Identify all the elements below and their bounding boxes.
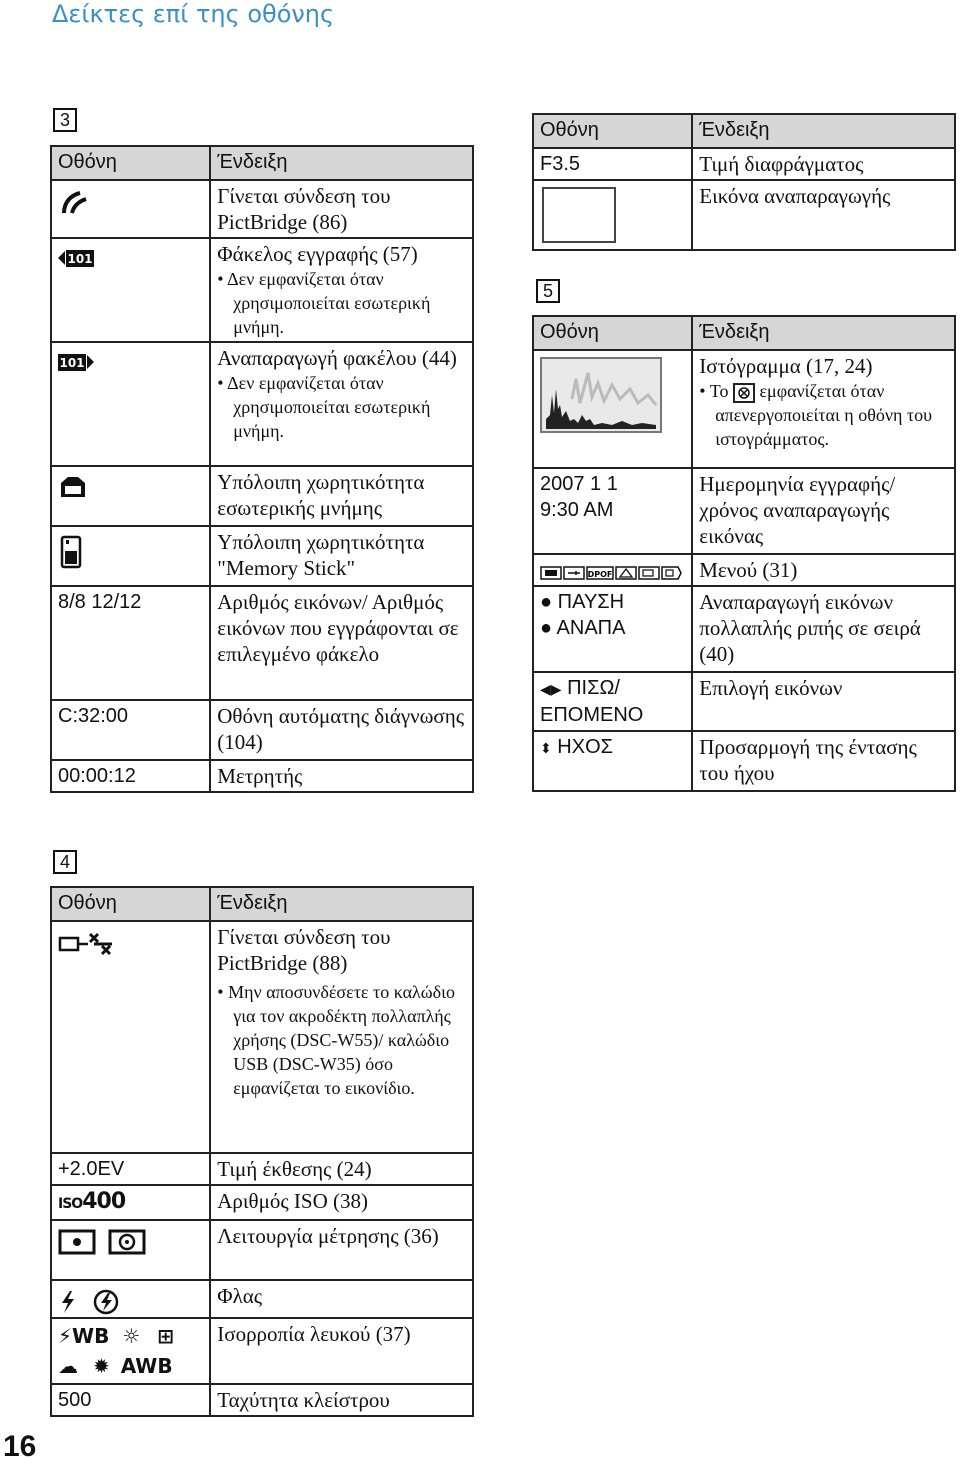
image-count-value: 8/8 12/12 [51, 586, 210, 700]
iso-400-icon: ISO400 [58, 1189, 126, 1214]
record-folder-icon [58, 248, 94, 268]
col-indication-header: Ένδειξη [692, 316, 955, 350]
control-button-icon: ● [540, 591, 553, 613]
table-row [51, 238, 473, 342]
col-indication-header: Ένδειξη [210, 887, 473, 921]
table-row [51, 700, 473, 760]
histogram-graphic [540, 357, 662, 433]
histogram-note: • Το εμφανίζεται όταν απενεργοποιείται η οθόνη του ιστογράμματος. [699, 381, 933, 449]
flash-icons [58, 1289, 128, 1315]
table-row [51, 1280, 473, 1318]
counter-indication: Μετρητής [210, 760, 473, 792]
select-images-indication: Επιλογή εικόνων [692, 672, 955, 731]
section-5-marker: 5 [536, 279, 560, 303]
play-label: ● ΑΝΑΠΑ [540, 617, 626, 639]
table-row [51, 526, 473, 586]
exposure-indication: Τιμή έκθεσης (24) [210, 1153, 473, 1185]
fluorescent-icon: ⊞ [157, 1324, 174, 1348]
memory-stick-icon [58, 535, 84, 569]
table-row [533, 731, 955, 791]
memory-stick-indication: Υπόλοιπη χωρητικότητα "Memory Stick" [210, 526, 473, 586]
iso-indication: Αριθμός ISO (38) [210, 1185, 473, 1220]
table-row [51, 1220, 473, 1280]
white-balance-indication: Ισορροπία λευκού (37) [210, 1318, 473, 1384]
date-line-2: 9:30 AM [540, 499, 614, 521]
table-row [51, 180, 473, 238]
table-header-row [533, 114, 955, 148]
aperture-indication: Τιμή διαφράγματος [692, 148, 955, 180]
table-row [51, 1318, 473, 1384]
counter-value: 00:00:12 [51, 760, 210, 792]
table-row [51, 1153, 473, 1185]
svg-text:101: 101 [67, 251, 93, 266]
col-screen-header: Οθόνη [51, 887, 210, 921]
shutter-speed-indication: Ταχύτητα κλείστρου [210, 1384, 473, 1416]
aperture-value: F3.5 [533, 148, 692, 180]
metering-mode-indication: Λειτουργία μέτρησης (36) [210, 1220, 473, 1280]
back-label: ◀▶ ΠΙΣΩ/ [540, 677, 620, 699]
table-row [51, 586, 473, 700]
self-diagnosis-value: C:32:00 [51, 700, 210, 760]
record-folder-text: Φάκελος εγγραφής (57) [217, 242, 418, 266]
col-screen-header: Οθόνη [51, 146, 210, 180]
pictbridge-indication: Γίνεται σύνδεση του PictBridge (86) [210, 180, 473, 238]
table-row [51, 921, 473, 1153]
metering-mode-icons [58, 1229, 148, 1255]
section-4-table [50, 886, 474, 1417]
next-label: ΕΠΟΜΕΝΟ [540, 704, 644, 726]
menu-icons [540, 565, 682, 581]
playback-folder-icon [58, 352, 94, 372]
table-row [533, 586, 955, 672]
record-folder-note: • Δεν εμφανίζεται όταν χρησιμοποιείται εσωτερική μνήμη. [217, 269, 431, 337]
volume-label: ⬍ ΗΧΟΣ [540, 736, 613, 758]
table-header-row [51, 146, 473, 180]
burst-playback-indication: Αναπαραγωγή εικόνων πολλαπλής ριπής σε σειρά (40) [692, 586, 955, 672]
pause-label: ● ΠΑΥΣΗ [540, 591, 625, 613]
playback-image-frame [542, 187, 616, 243]
histogram-off-icon [733, 383, 755, 403]
playback-image-indication: Εικόνα αναπαραγωγής [692, 180, 955, 250]
table-row [51, 1384, 473, 1416]
do-not-disconnect-note: • Μην αποσυνδέσετε το καλώδιο για τον ακροδέκτη πολλαπλής χρήσης (DSC-W55)/ καλώδιο USB (DSC-W35) όσο εμφανίζεται το εικονίδιο. [217, 982, 455, 1098]
image-count-indication: Αριθμός εικόνων/ Αριθμός εικόνων που εγγράφονται σε επιλεγμένο φάκελο [210, 586, 473, 700]
table-row [533, 672, 955, 731]
pictbridge-do-not-disconnect-icon [58, 930, 114, 956]
flash-indication: Φλας [210, 1280, 473, 1318]
volume-indication: Προσαρμογή της έντασης του ήχου [692, 731, 955, 791]
table-row [533, 468, 955, 554]
page-number: 16 [3, 1430, 37, 1463]
pictbridge-connecting-text: Γίνεται σύνδεση του PictBridge (88) [217, 925, 391, 975]
table-row [533, 180, 955, 250]
exposure-value: +2.0EV [51, 1153, 210, 1185]
svg-text:DPOF: DPOF [587, 569, 613, 579]
daylight-icon: ✹ [92, 1354, 110, 1378]
table-row [533, 350, 955, 468]
white-balance-icons [58, 1321, 203, 1381]
table-row [51, 1185, 473, 1220]
section-4-marker: 4 [53, 850, 77, 874]
control-button-icon: ● [540, 617, 553, 639]
pictbridge-connecting-icon [58, 189, 88, 217]
page-header-title: Δείκτες επί της οθόνης [52, 0, 335, 28]
col-indication-header: Ένδειξη [692, 114, 955, 148]
auto-wb-icon: AWB [120, 1354, 173, 1378]
col-screen-header: Οθόνη [533, 114, 692, 148]
playback-folder-note: • Δεν εμφανίζεται όταν χρησιμοποιείται εσωτερική μνήμη. [217, 373, 431, 441]
table-row [51, 342, 473, 466]
histogram-bars [542, 359, 660, 431]
shutter-speed-value: 500 [51, 1384, 210, 1416]
internal-memory-icon [58, 475, 88, 499]
svg-text:101: 101 [59, 355, 85, 370]
internal-memory-indication: Υπόλοιπη χωρητικότητα εσωτερικής μνήμης [210, 466, 473, 526]
section-3-table [50, 145, 474, 793]
table-row [51, 466, 473, 526]
menu-indication: Μενού (31) [692, 554, 955, 586]
up-down-arrows-icon: ⬍ [540, 740, 552, 756]
right-top-table [532, 113, 956, 251]
cloudy-icon: ☁ [58, 1354, 78, 1378]
table-row [51, 760, 473, 792]
date-line-1: 2007 1 1 [540, 473, 618, 495]
playback-folder-text: Αναπαραγωγή φακέλου (44) [217, 346, 457, 370]
section-5-table [532, 315, 956, 792]
col-indication-header: Ένδειξη [210, 146, 473, 180]
table-row [533, 148, 955, 180]
incandescent-icon: ☼ [122, 1324, 141, 1348]
histogram-text: Ιστόγραμμα (17, 24) [699, 354, 873, 378]
table-header-row [533, 316, 955, 350]
col-screen-header: Οθόνη [533, 316, 692, 350]
table-header-row [51, 887, 473, 921]
table-row [533, 554, 955, 586]
date-indication: Ημερομηνία εγγραφής/ χρόνος αναπαραγωγής εικόνας [692, 468, 955, 554]
flash-wb-icon: ⚡WB [58, 1324, 110, 1348]
section-3-marker: 3 [53, 108, 77, 132]
left-right-arrows-icon: ◀▶ [540, 681, 562, 697]
self-diagnosis-indication: Οθόνη αυτόματης διάγνωσης (104) [210, 700, 473, 760]
